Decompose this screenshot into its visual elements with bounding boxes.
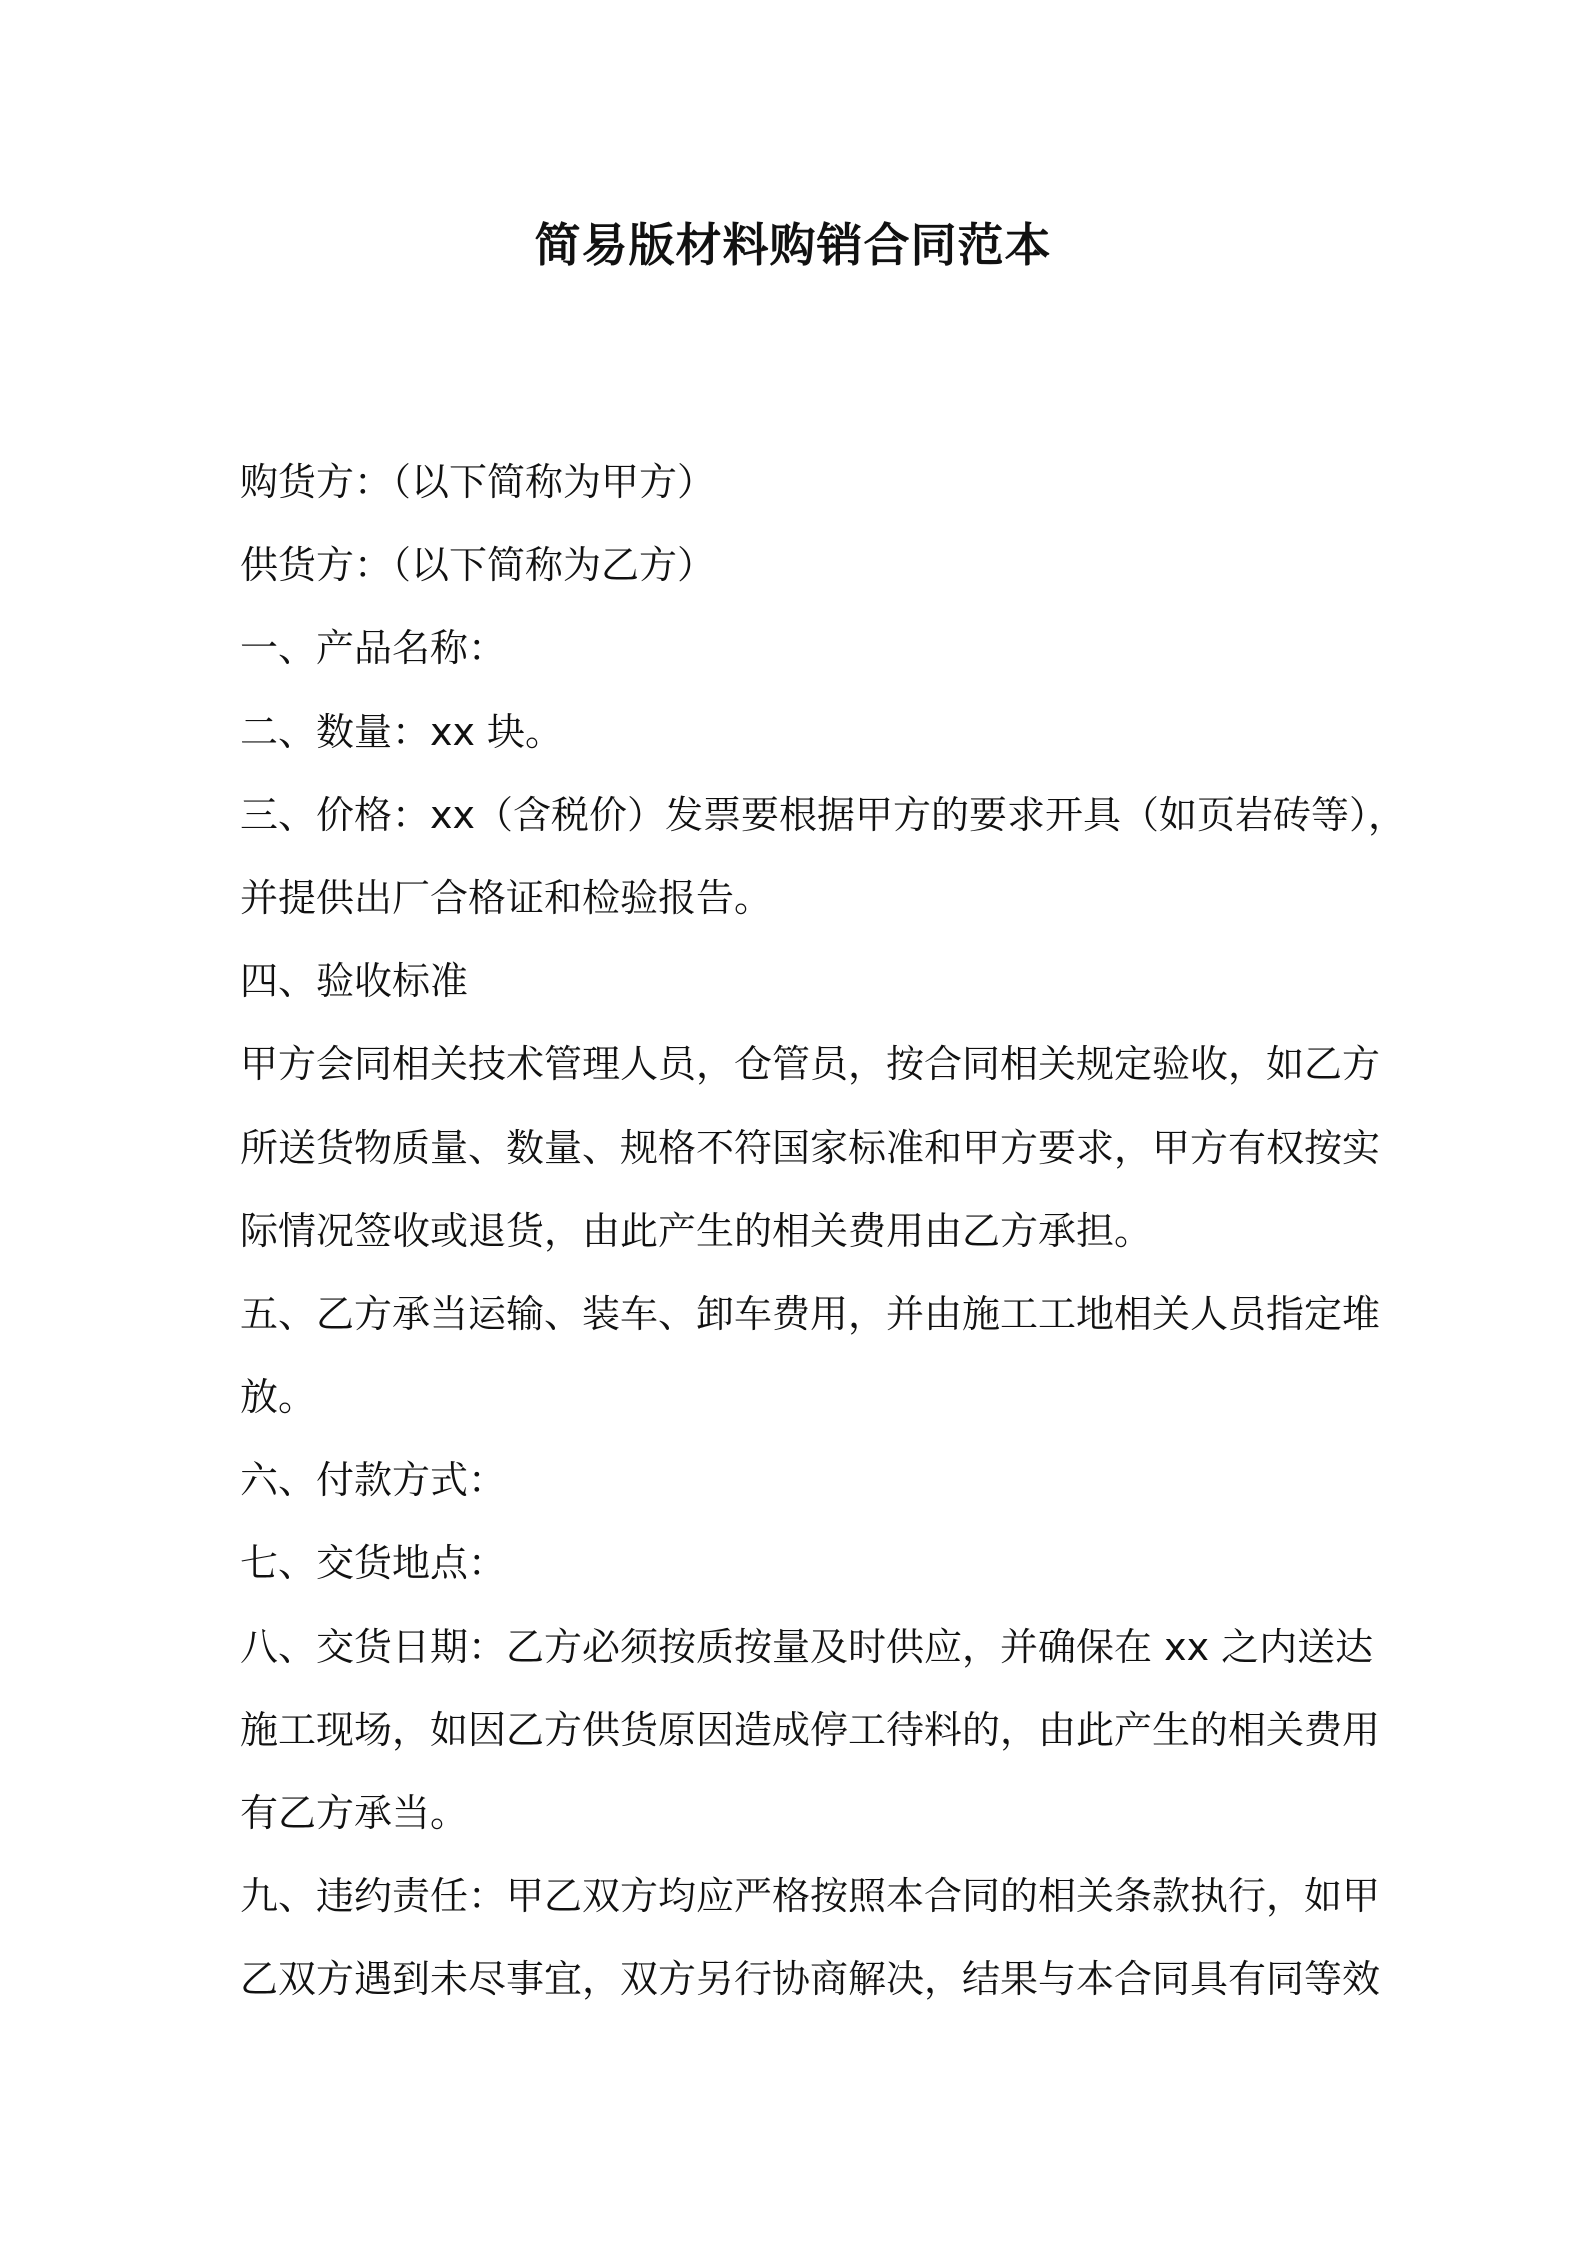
supplier-line: 供货方：（以下简称为乙方）	[240, 543, 716, 588]
clause-4-text-line-1: 甲方会同相关技术管理人员，仓管员，按合同相关规定验收，如乙方	[240, 1042, 1381, 1087]
clause-4-heading: 四、验收标准	[240, 959, 469, 1004]
clause-5-transport: 五、乙方承当运输、装车、卸车费用，并由施工工地相关人员指定堆	[240, 1291, 1381, 1336]
clause-6-payment-method: 六、付款方式：	[240, 1458, 507, 1503]
clause-8-delivery-date-line-3: 有乙方承当。	[240, 1791, 469, 1835]
clause-1-product-name: 一、产品名称：	[240, 626, 507, 671]
clause-2-quantity: 二、数量：xx 块。	[240, 709, 564, 754]
clause-8-delivery-date-line-1: 八、交货日期：乙方必须按质按量及时供应，并确保在 xx 之内送达	[240, 1624, 1374, 1669]
clause-3-price-continued: 并提供出厂合格证和检验报告。	[240, 875, 773, 920]
clause-7-delivery-location: 七、交货地点：	[240, 1541, 507, 1586]
clause-4-text-line-2: 所送货物质量、数量、规格不符国家标准和甲方要求，甲方有权按实	[240, 1125, 1381, 1170]
document-title: 简易版材料购销合同范本	[534, 218, 1052, 272]
clause-4-text-line-3: 际情况签收或退货，由此产生的相关费用由乙方承担。	[240, 1208, 1153, 1253]
document-body	[240, 441, 1406, 2022]
clause-3-price: 三、价格：xx（含税价）发票要根据甲方的要求开具（如页岩砖等），	[240, 792, 1406, 837]
clause-9-liability-line-2: 乙双方遇到未尽事宜，双方另行协商解决，结果与本合同具有同等效	[240, 1957, 1381, 2002]
clause-8-delivery-date-line-2: 施工现场，如因乙方供货原因造成停工待料的，由此产生的相关费用	[240, 1707, 1381, 1752]
clause-5-transport-continued: 放。	[240, 1375, 317, 1420]
clause-9-liability-line-1: 九、违约责任：甲乙双方均应严格按照本合同的相关条款执行，如甲	[240, 1874, 1381, 1919]
buyer-line: 购货方：（以下简称为甲方）	[240, 460, 716, 504]
